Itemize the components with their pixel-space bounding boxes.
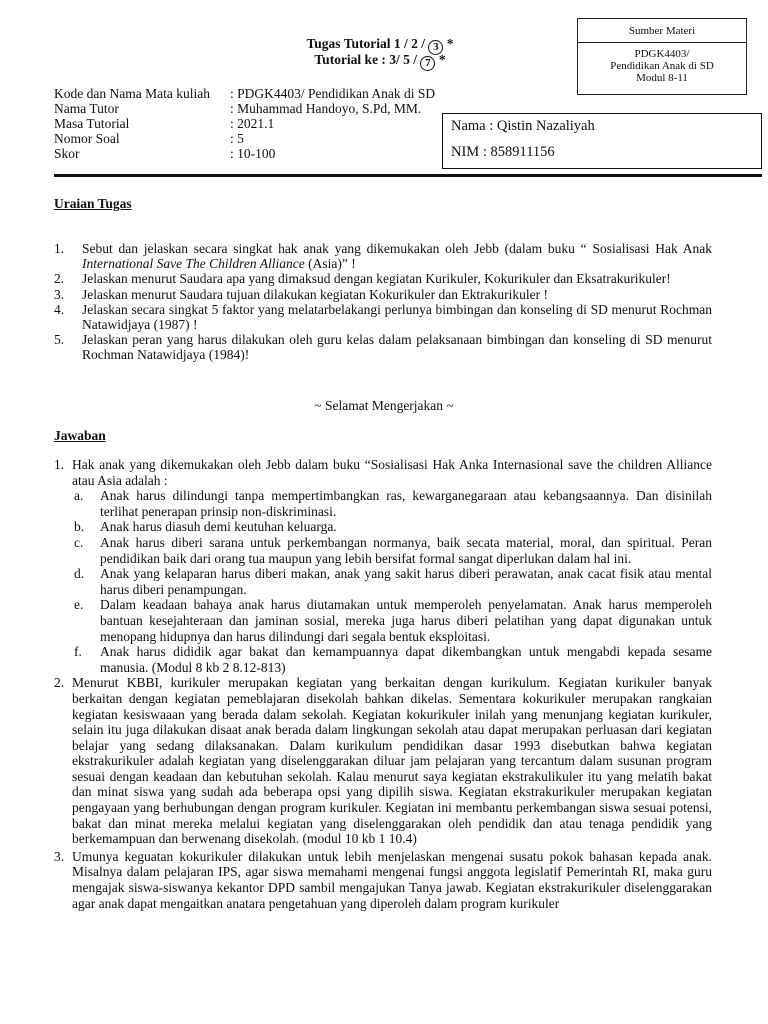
source-material-box: [577, 18, 747, 95]
info-row: Masa Tutorial : 2021.1: [54, 116, 275, 131]
info-row: Nama Tutor : Muhammad Handoyo, S.Pd, MM.: [54, 101, 422, 116]
assignment-title: Tugas Tutorial 1 / 2 / 3 *: [306, 36, 454, 53]
sub-item: a. Anak harus dilindungi tanpa mempertimbangkan ras, kewarganegaraan atau kebangsaannya. Dan disinilah terlihat penerapan prinsip non-diskriminasi.: [74, 488, 712, 519]
sub-item: e. Dalam keadaan bahaya anak harus diutamakan untuk memperoleh penyelamatan. Anak harus memperoleh bantuan kesejahteraan dan jaminan sosial, mereka juga harus diberi pelatihan yang dapat digunakan untuk menopang hidupnya dan harus dilindungi dari segala bentuk eksploitasi.: [74, 597, 712, 644]
course-info: [54, 86, 435, 161]
source-course-name: Pendidikan Anak di SD: [610, 60, 714, 72]
sub-item: d. Anak yang kelaparan harus diberi makan, anak yang sakit harus diberi perawatan, anak cacat fisik atau mental harus diberi penampungan.: [74, 566, 712, 597]
list-item: 2. Jelaskan menurut Saudara apa yang dimaksud dengan kegiatan Kurikuler, Kokurikuler dan Eksatrakurikuler!: [54, 271, 671, 287]
sub-item: c. Anak harus diberi sarana untuk perkembangan normanya, baik secata material, moral, dan spiritual. Peran pendidikan baik dari orang tua maupun yang lebih bersifat formal sangat diperlukan dalam hal ini.: [74, 534, 712, 566]
info-row: Skor : 10-100: [54, 146, 276, 161]
sub-item: f. Anak harus dididik agar bakat dan kemampuannya dapat dikembangkan untuk mengabdi kepada sesame manusia. (Modul 8 kb 2 8.12-813): [74, 644, 712, 675]
info-row: Kode dan Nama Mata kuliah : PDGK4403/ Pendidikan Anak di SD: [54, 86, 436, 101]
student-nim: NIM : 858911156: [451, 144, 555, 160]
sub-item: b. Anak harus diasuh demi keutuhan keluarga.: [74, 519, 337, 535]
tutorial-number: Tutorial ke : 3/ 5 / 7 *: [314, 52, 446, 69]
task-heading: Uraian Tugas: [54, 196, 132, 211]
source-module: Modul 8-11: [636, 72, 688, 84]
answer-list: [54, 457, 712, 911]
list-item: 5. Jelaskan peran yang harus dilakukan oleh guru kelas dalam pelaksanaan bimbingan dan konseling di SD menurut Rochman Natawidjaya (1984)!: [54, 332, 712, 363]
list-item: 1. Hak anak yang dikemukakan oleh Jebb dalam buku “Sosialisasi Hak Anka Internasional save the children Alliance atau Asia adalah : a. Anak harus dilindungi tanpa mempertimbangkan ras, kewarganegaraan atau kebangsaannya. Dan disinilah terlihat penerapan prinsip non-diskriminasi. b. Anak harus diasuh demi keutuhan keluarga. c. Anak harus diberi sarana untuk perkembangan normanya, baik secata material, moral, dan spiritual. Peran pendidikan baik dari orang tua maupun yang lebih bersifat formal sangat diperlukan dalam hal ini. d. Anak yang kelaparan harus diberi makan, anak yang sakit harus diberi perawatan, anak cacat fisik atau mental harus diberi penampungan. e. Dalam keadaan bahaya anak harus diutamakan untuk memperoleh penyelamatan. Anak harus memperoleh bantuan kesejahteraan dan jaminan sosial, mereka juga harus diberi pelatihan yang dapat digunakan untuk menopang hidupnya dan harus dilindungi dari segala bentuk eksploitasi. f. Anak harus dididik agar bakat dan kemampuannya dapat dikembangkan untuk mengabdi kepada sesame manusia. (Modul 8 kb 2 8.12-813): [54, 457, 712, 675]
source-material-header: Sumber Materi: [578, 19, 746, 43]
list-item: 3. Umunya keguatan kokurikuler dilakukan untuk lebih menjelaskan mengenai susatu pokok bahasan kepada anak. Misalnya dalam pelajaran IPS, agar siswa memahami mengenai fungsi anggota legislatif Pemerintah RI, maka guru mengajak siswa-siswanya kekantor DPD sambil mengajukan Tanya jawab. Kegiatan ekstrakurikuler diselenggarakan agar anak dapat mengaitkan anatara pengetahuan yang diperoleh dalam program kurikuler: [54, 848, 712, 911]
list-item: 4. Jelaskan secara singkat 5 faktor yang melatarbelakangi perlunya bimbingan dan konseling di SD menurut Rochman Natawidjaya (1987) !: [54, 301, 712, 333]
answer-heading: Jawaban: [54, 428, 106, 443]
list-item: 2. Menurut KBBI, kurikuler merupakan kegiatan yang berkaitan dengan kurikulum. Kegiatan kurikuler banyak berkaitan dengan kegiatan pemeblajaran disekolah bahkan dikelas. Sementara kokurikuler merupakan rangkaian kegiatan kesiswaaan yang berada dalam sekolah. Kegiatan kokurikuler inilah yang menunjang kegiatan kurikuler, selain itu juga dilakukan disaat anak berada dalam lingkungan sekolah atau dapat merupakan perluasan dari kegiatan belajar yang sedang dilaksanakan. Dalam kurikulum pendidikan dasar 1993 disebutkan bahwa kegiatan ekstrakurikuler adalah kegiatan yang diselenggarakan diluar jam pelajaran yang tercantum dalam susunan program sesuai dengan keadaan dan kebutuhan sekolah. Kalau menurut saya kegiatan ekstrakulikuler itu yang melatih bakat dan minat siswa yang sudah ada beberapa opsi yang dipilih siswa. Kegiatan ekstrakurikuler merupakan kegiatan pengayaan yang berhubungan dengan program kurikuler. Kegiatan ini membantu perkembangan siswa sesuai potensi, bakat dan minat mereka melalui kegiatan yang diselenggarakan oleh pendidik dan atau tenaga pendidik yang berkemampuan dan berwenang disekolah. (modul 10 kb 1 10.4): [54, 675, 712, 847]
info-row: Nomor Soal : 5: [54, 131, 244, 146]
student-name: Nama : Qistin Nazaliyah: [451, 118, 595, 134]
task-list: [54, 241, 712, 363]
divider: [54, 174, 762, 177]
source-course-code: PDGK4403/: [634, 48, 690, 60]
circled-number: 7: [420, 56, 435, 71]
closing-note: ~ Selamat Mengerjakan ~: [314, 398, 454, 413]
circled-number: 3: [428, 40, 443, 55]
student-info-box: [442, 113, 762, 169]
list-item: 3. Jelaskan menurut Saudara tujuan dilakukan kegiatan Kokurikuler dan Ektrakurikuler !: [54, 286, 548, 302]
answer-intro: Hak anak yang dikemukakan oleh Jebb dalam buku “Sosialisasi Hak Anka Internasional save the children Alliance atau Asia adalah :: [72, 457, 712, 488]
list-item: 1. Sebut dan jelaskan secara singkat hak anak yang dikemukakan oleh Jebb (dalam buku “ Sosialisasi Hak Anak International Save The Children Alliance (Asia)” !: [54, 241, 712, 272]
